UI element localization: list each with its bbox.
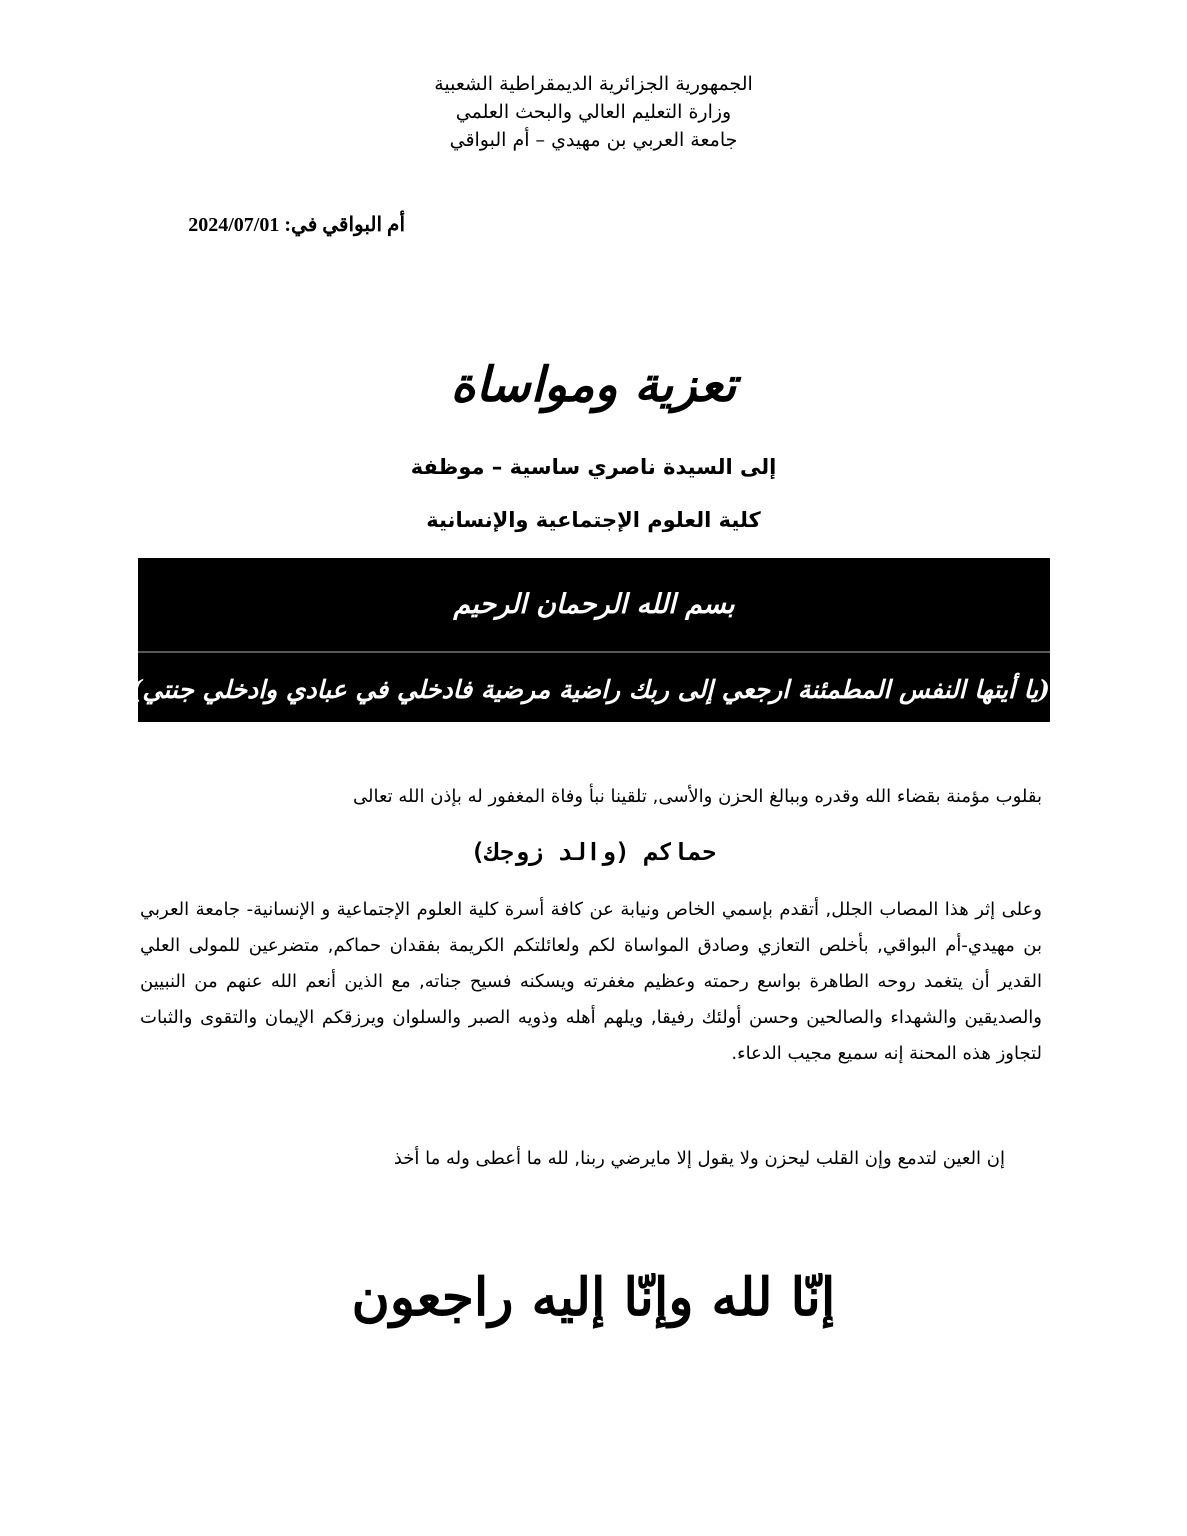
- basmala: بسم الله الرحمان الرحيم: [453, 589, 735, 620]
- closing-phrase: إنّا لله وإنّا إليه راجعون: [351, 1267, 836, 1328]
- header-university: جامعة العربي بن مهيدي – أم البواقي: [449, 129, 738, 151]
- page-title: تعزية ومواساة: [450, 357, 737, 413]
- recipient-name: إلى السيدة ناصري ساسية – موظفة: [410, 455, 777, 479]
- banner-divider: [138, 651, 1050, 653]
- date-value: 2024/07/01: [188, 214, 280, 236]
- header-ministry: وزارة التعليم العالي والبحث العلمي: [455, 101, 732, 123]
- letterhead: [0, 70, 1187, 154]
- condolence-paragraph: وعلى إثر هذا المصاب الجلل, أتقدم بإسمي الخاص ونيابة عن كافة أسرة كلية العلوم الإجتماعية و الإنسانية- جامعة العربي بن مهيدي-أم البواقي, بأخلص التعازي وصادق المواساة لكم ولعائلتكم الكريمة بفقدان حماكم, متضرعين للمولى العلي القدير أن يتغمد روحه الطاهرة بواسع رحمته وعظيم مغفرته ويسكنه فسيح جناته, مع الذين أنعم الله عنهم من النبيين والصديقين والشهداء والصالحين وحسن أولئك رفيقا, ويلهم أهله وذويه الصبر والسلوان ويرزقكم الإيمان والتقوى والثبات لتجاوز هذه المحنة إنه سميع مجيب الدعاء.: [140, 899, 1042, 1064]
- quran-verse: (يا أيتها النفس المطمئنة ارجعي إلى ربك راضية مرضية فادخلي في عبادي وادخلي جنتي): [130, 675, 1050, 704]
- hadith-quote: إن العين لتدمع وإن القلب ليحزن ولا يقول إلا مايرضي ربنا, لله ما أعطى وله ما أخذ: [393, 1148, 1005, 1169]
- header-country: الجمهورية الجزائرية الديمقراطية الشعبية: [434, 73, 753, 95]
- date-line: [135, 210, 405, 240]
- deceased-name: حماكم (والد زوجك): [470, 838, 717, 866]
- recipient-faculty: كلية العلوم الإجتماعية والإنسانية: [426, 508, 761, 532]
- date-label: أم البواقي في:: [284, 214, 405, 236]
- opening-paragraph: بقلوب مؤمنة بقضاء الله وقدره وببالغ الحزن والأسى, تلقينا نبأ وفاة المغفور له بإذن الله تعالى: [352, 786, 1042, 807]
